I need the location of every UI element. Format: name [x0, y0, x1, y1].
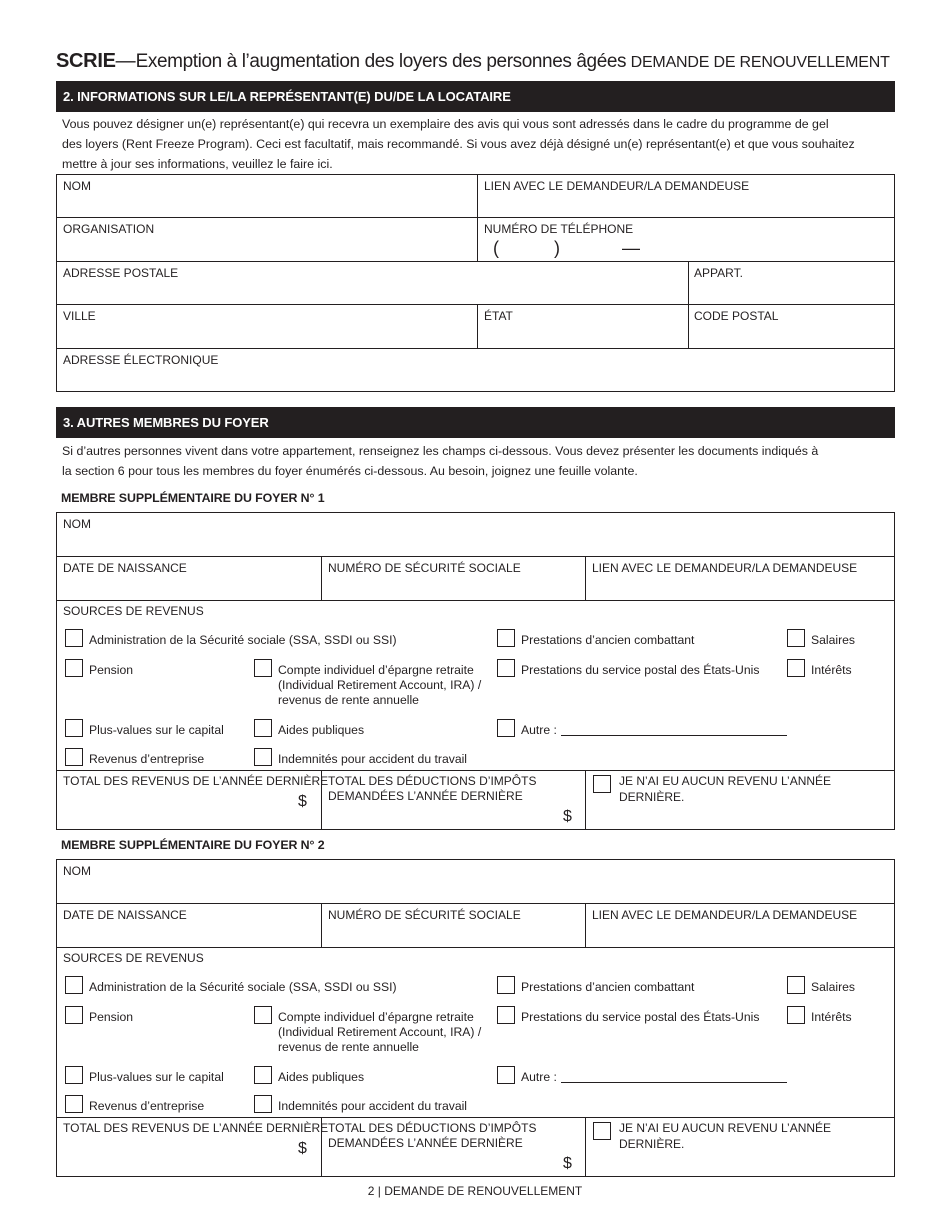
interest-checkbox[interactable]	[787, 1006, 805, 1024]
option-label: Revenus d’entreprise	[89, 1099, 205, 1113]
field-label: ADRESSE ÉLECTRONIQUE	[63, 353, 219, 367]
field-label: TOTAL DES DÉDUCTIONS D’IMPÔTS	[328, 774, 537, 788]
option-label: Indemnités pour accident du travail	[278, 752, 468, 766]
field-label: LIEN AVEC LE DEMANDEUR/LA DEMANDEUSE	[484, 179, 750, 193]
option-label: Administration de la Sécurité sociale (SSA, SSDI ou SSI)	[89, 980, 397, 994]
member-ssn-field[interactable]	[321, 903, 586, 948]
public-aid-checkbox[interactable]	[254, 1066, 272, 1084]
field-label: NUMÉRO DE TÉLÉPHONE	[484, 222, 634, 236]
field-label: ÉTAT	[484, 309, 513, 323]
workers-comp-checkbox[interactable]	[254, 1095, 272, 1113]
pension-checkbox[interactable]	[65, 1006, 83, 1024]
field-label: NOM	[63, 517, 91, 531]
title-dash: —	[115, 50, 136, 72]
page-footer: 2 | DEMANDE DE RENOUVELLEMENT	[367, 1184, 583, 1198]
field-label: TOTAL DES REVENUS DE L’ANNÉE DERNIÈRE	[63, 774, 329, 788]
option-label: Plus-values sur le capital	[89, 723, 224, 737]
business-checkbox[interactable]	[65, 1095, 83, 1113]
other-checkbox[interactable]	[497, 719, 515, 737]
field-label: NOM	[63, 864, 91, 878]
currency-symbol: $	[563, 1155, 572, 1172]
other-checkbox[interactable]	[497, 1066, 515, 1084]
intro-line: Si d’autres personnes vivent dans votre appartement, renseignez les champs ci-dessous. Vous devez présenter les documents indiqués à	[62, 444, 819, 458]
field-label: SOURCES DE REVENUS	[63, 604, 204, 618]
program-code: SCRIE	[56, 50, 116, 72]
field-label: JE N’AI EU AUCUN REVENU L’ANNÉE	[619, 774, 832, 788]
option-label: Pension	[89, 663, 134, 677]
option-label: Revenus d’entreprise	[89, 752, 205, 766]
field-label: NUMÉRO DE SÉCURITÉ SOCIALE	[328, 908, 521, 922]
currency-symbol: $	[298, 1140, 307, 1157]
capital-gains-checkbox[interactable]	[65, 719, 83, 737]
currency-symbol: $	[563, 808, 572, 825]
member-heading: MEMBRE SUPPLÉMENTAIRE DU FOYER N° 1	[61, 491, 325, 505]
phone-close-paren: )	[554, 238, 560, 258]
ssa-checkbox[interactable]	[65, 976, 83, 994]
field-label: DERNIÈRE.	[619, 1137, 685, 1151]
option-label: Autre :	[521, 1070, 557, 1084]
field-label: NUMÉRO DE SÉCURITÉ SOCIALE	[328, 561, 521, 575]
field-label: LIEN AVEC LE DEMANDEUR/LA DEMANDEUSE	[592, 561, 858, 575]
public-aid-checkbox[interactable]	[254, 719, 272, 737]
member-form	[56, 859, 895, 1177]
option-label: Aides publiques	[278, 1070, 365, 1084]
no-income-field	[585, 770, 895, 830]
member-relation-field[interactable]	[585, 903, 895, 948]
section-3-header: 3. AUTRES MEMBRES DU FOYER	[56, 407, 895, 438]
field-label: DEMANDÉES L’ANNÉE DERNIÈRE	[328, 789, 523, 803]
intro-line: Vous pouvez désigner un(e) représentant(e) qui recevra un exemplaire des avis qui vous sont adressés dans le cadre du programme de gel	[62, 117, 829, 131]
option-label: Prestations du service postal des États-Unis	[521, 1010, 760, 1024]
field-label: DATE DE NAISSANCE	[63, 561, 187, 575]
option-label: Prestations du service postal des États-Unis	[521, 663, 760, 677]
option-label: Salaires	[811, 633, 856, 647]
currency-symbol: $	[298, 793, 307, 810]
field-label: TOTAL DES DÉDUCTIONS D’IMPÔTS	[328, 1121, 537, 1135]
option-label: Plus-values sur le capital	[89, 1070, 224, 1084]
member-heading: MEMBRE SUPPLÉMENTAIRE DU FOYER N° 2	[61, 838, 325, 852]
option-label: Intérêts	[811, 663, 852, 677]
option-label: Compte individuel d’épargne retraite	[278, 663, 474, 677]
field-label: VILLE	[63, 309, 96, 323]
field-label: NOM	[63, 179, 91, 193]
option-label: revenus de rente annuelle	[278, 1040, 419, 1054]
postal-checkbox[interactable]	[497, 1006, 515, 1024]
workers-comp-checkbox[interactable]	[254, 748, 272, 766]
field-label: LIEN AVEC LE DEMANDEUR/LA DEMANDEUSE	[592, 908, 858, 922]
intro-line: la section 6 pour tous les membres du foyer énumérés ci-dessous. Au besoin, joignez une feuille volante.	[62, 464, 638, 478]
intro-line: mettre à jour ses informations, veuillez le faire ici.	[62, 157, 333, 171]
option-label: Autre :	[521, 723, 557, 737]
no-income-checkbox[interactable]	[593, 1122, 611, 1140]
member-name-field[interactable]	[56, 859, 895, 904]
income-sources-panel	[56, 947, 895, 1118]
no-income-checkbox[interactable]	[593, 775, 611, 793]
total-deductions-field[interactable]	[321, 770, 586, 830]
field-label: APPART.	[694, 266, 743, 280]
option-label: Indemnités pour accident du travail	[278, 1099, 468, 1113]
wages-checkbox[interactable]	[787, 976, 805, 994]
field-label: DEMANDÉES L’ANNÉE DERNIÈRE	[328, 1136, 523, 1150]
field-label: TOTAL DES REVENUS DE L’ANNÉE DERNIÈRE	[63, 1121, 329, 1135]
option-label: Salaires	[811, 980, 856, 994]
option-label: (Individual Retirement Account, IRA) /	[278, 678, 482, 692]
phone-open-paren: (	[493, 238, 499, 258]
phone-dash: —	[622, 238, 640, 258]
household-member-block	[0, 347, 950, 1172]
section-2-header: 2. INFORMATIONS SUR LE/LA REPRÉSENTANT(E) DU/DE LA LOCATAIRE	[56, 81, 895, 112]
total-income-field[interactable]	[56, 770, 329, 830]
intro-line: des loyers (Rent Freeze Program). Ceci est facultatif, mais recommandé. Si vous avez déjà désigné un(e) représentant(e) et que vous souhaitez	[62, 137, 855, 151]
option-label: Prestations d’ancien combattant	[521, 633, 695, 647]
option-label: revenus de rente annuelle	[278, 693, 419, 707]
capital-gains-checkbox[interactable]	[65, 1066, 83, 1084]
field-label: JE N’AI EU AUCUN REVENU L’ANNÉE	[619, 1121, 832, 1135]
field-label: DERNIÈRE.	[619, 790, 685, 804]
other-input-line[interactable]	[561, 735, 787, 736]
other-input-line[interactable]	[561, 1082, 787, 1083]
ira-checkbox[interactable]	[254, 1006, 272, 1024]
total-income-field[interactable]	[56, 1117, 329, 1177]
option-label: Administration de la Sécurité sociale (SSA, SSDI ou SSI)	[89, 633, 397, 647]
field-label: CODE POSTAL	[694, 309, 779, 323]
option-label: (Individual Retirement Account, IRA) /	[278, 1025, 482, 1039]
business-checkbox[interactable]	[65, 748, 83, 766]
option-label: Intérêts	[811, 1010, 852, 1024]
no-income-field	[585, 1117, 895, 1177]
program-name: Exemption à l’augmentation des loyers des personnes âgées	[135, 51, 627, 72]
form-type: DEMANDE DE RENOUVELLEMENT	[630, 54, 890, 71]
field-label: DATE DE NAISSANCE	[63, 908, 187, 922]
field-label: SOURCES DE REVENUS	[63, 951, 204, 965]
veterans-checkbox[interactable]	[497, 976, 515, 994]
option-label: Compte individuel d’épargne retraite	[278, 1010, 474, 1024]
option-label: Pension	[89, 1010, 134, 1024]
total-deductions-field[interactable]	[321, 1117, 586, 1177]
field-label: ADRESSE POSTALE	[63, 266, 179, 280]
option-label: Prestations d’ancien combattant	[521, 980, 695, 994]
option-label: Aides publiques	[278, 723, 365, 737]
member-dob-field[interactable]	[56, 903, 322, 948]
field-label: ORGANISATION	[63, 222, 155, 236]
